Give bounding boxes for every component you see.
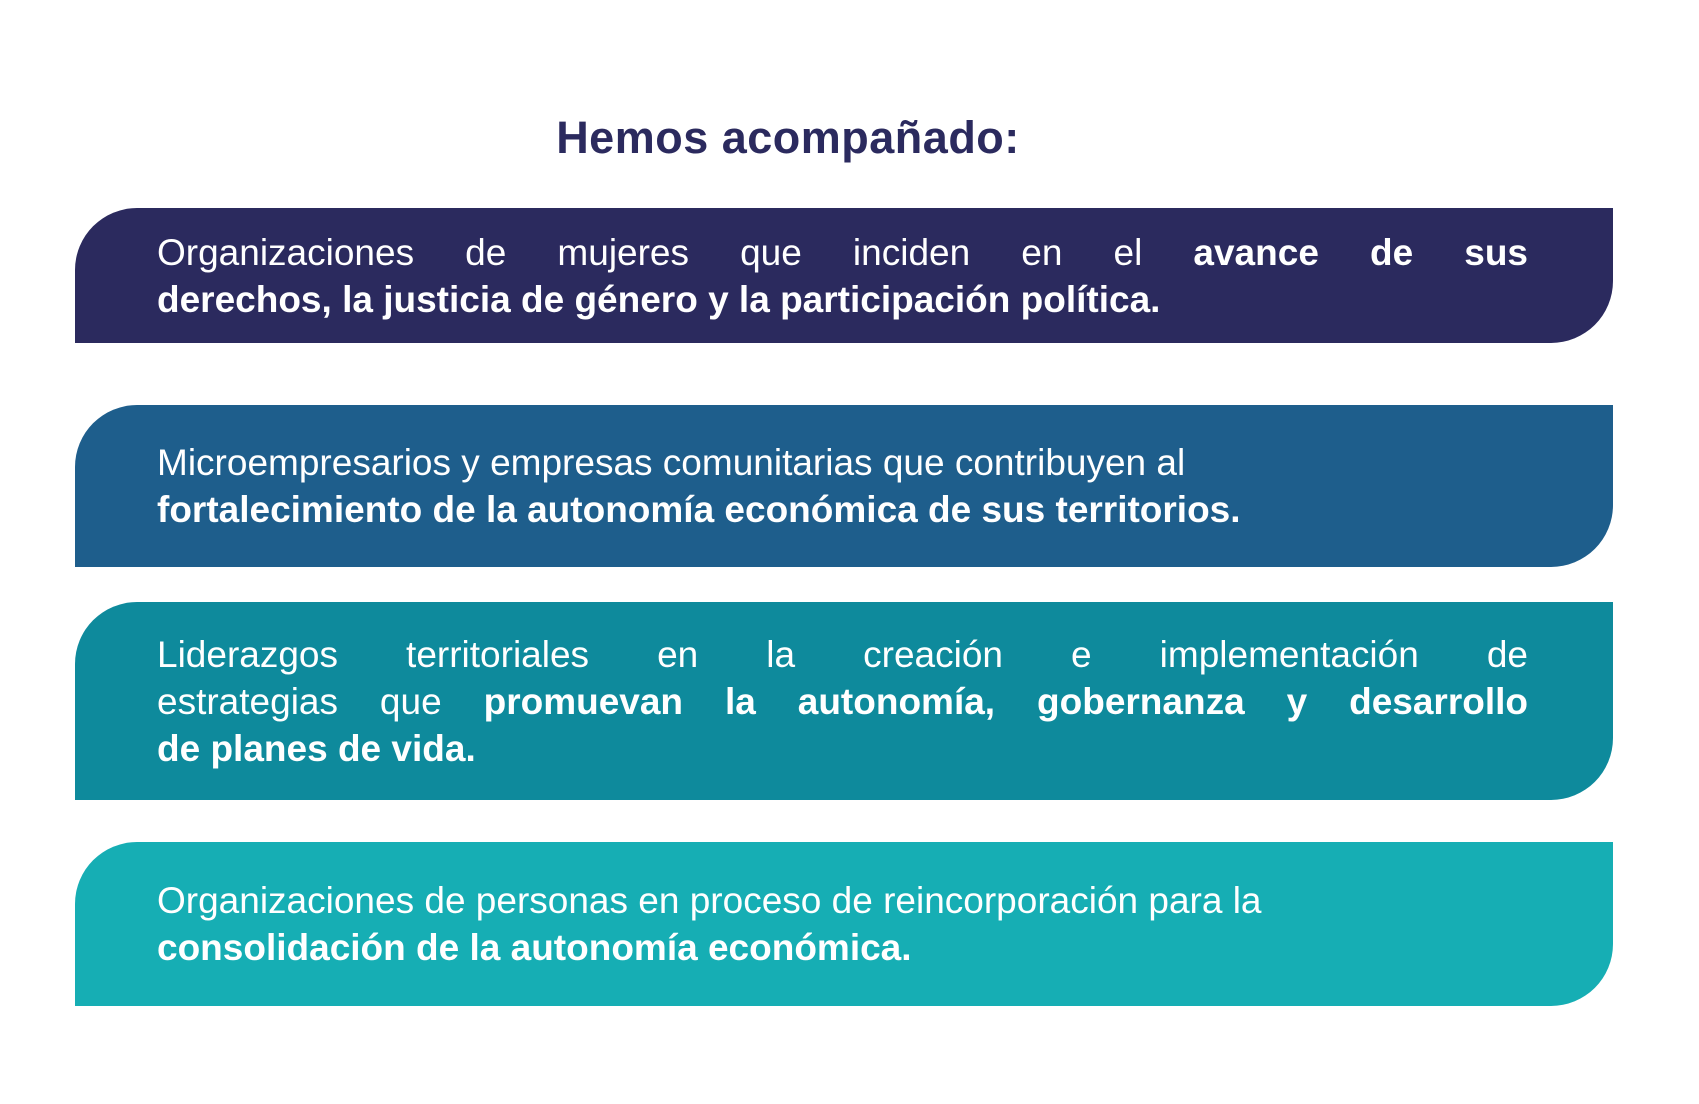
card-text: [157, 631, 1528, 772]
card-text-line: [157, 276, 1528, 323]
card-text-segment: consolidación de la autonomía económica.: [157, 927, 912, 968]
card-text: [157, 439, 1528, 533]
card-text-segment: Microempresarios y empresas comunitarias que contribuyen al: [157, 442, 1186, 483]
card-text-line: [157, 924, 1528, 971]
card-text-segment: promuevan la autonomía, gobernanza y desarrollo: [483, 680, 1528, 722]
card-text-line: [157, 439, 1528, 486]
card-personas-reincorporacion: [75, 842, 1613, 1006]
card-organizaciones-mujeres: [75, 208, 1613, 343]
card-text-segment: Liderazgos territoriales en la creación e implementación de: [157, 633, 1528, 675]
card-text-segment: Organizaciones de mujeres que inciden en el: [157, 231, 1194, 273]
card-text-segment: Organizaciones de personas en proceso de reincorporación para la: [157, 880, 1262, 921]
card-text-line: [157, 229, 1528, 276]
card-text-segment: estrategias que: [157, 680, 484, 722]
card-microempresarios: [75, 405, 1613, 567]
card-text: [157, 229, 1528, 323]
card-liderazgos-territoriales: [75, 602, 1613, 800]
card-text-segment: avance de sus: [1193, 231, 1529, 273]
card-text-line: [157, 877, 1528, 924]
card-text: [157, 877, 1528, 971]
card-text-line: [157, 678, 1528, 725]
card-text-line: [157, 725, 1528, 772]
card-text-segment: derechos, la justicia de género y la participación política.: [157, 278, 1161, 320]
card-text-segment: fortalecimiento de la autonomía económica de sus territorios.: [157, 489, 1241, 530]
card-text-line: [157, 631, 1528, 678]
page-title: Hemos acompañado:: [556, 112, 1020, 163]
card-text-segment: de planes de vida.: [157, 727, 476, 769]
card-text-line: [157, 486, 1528, 533]
